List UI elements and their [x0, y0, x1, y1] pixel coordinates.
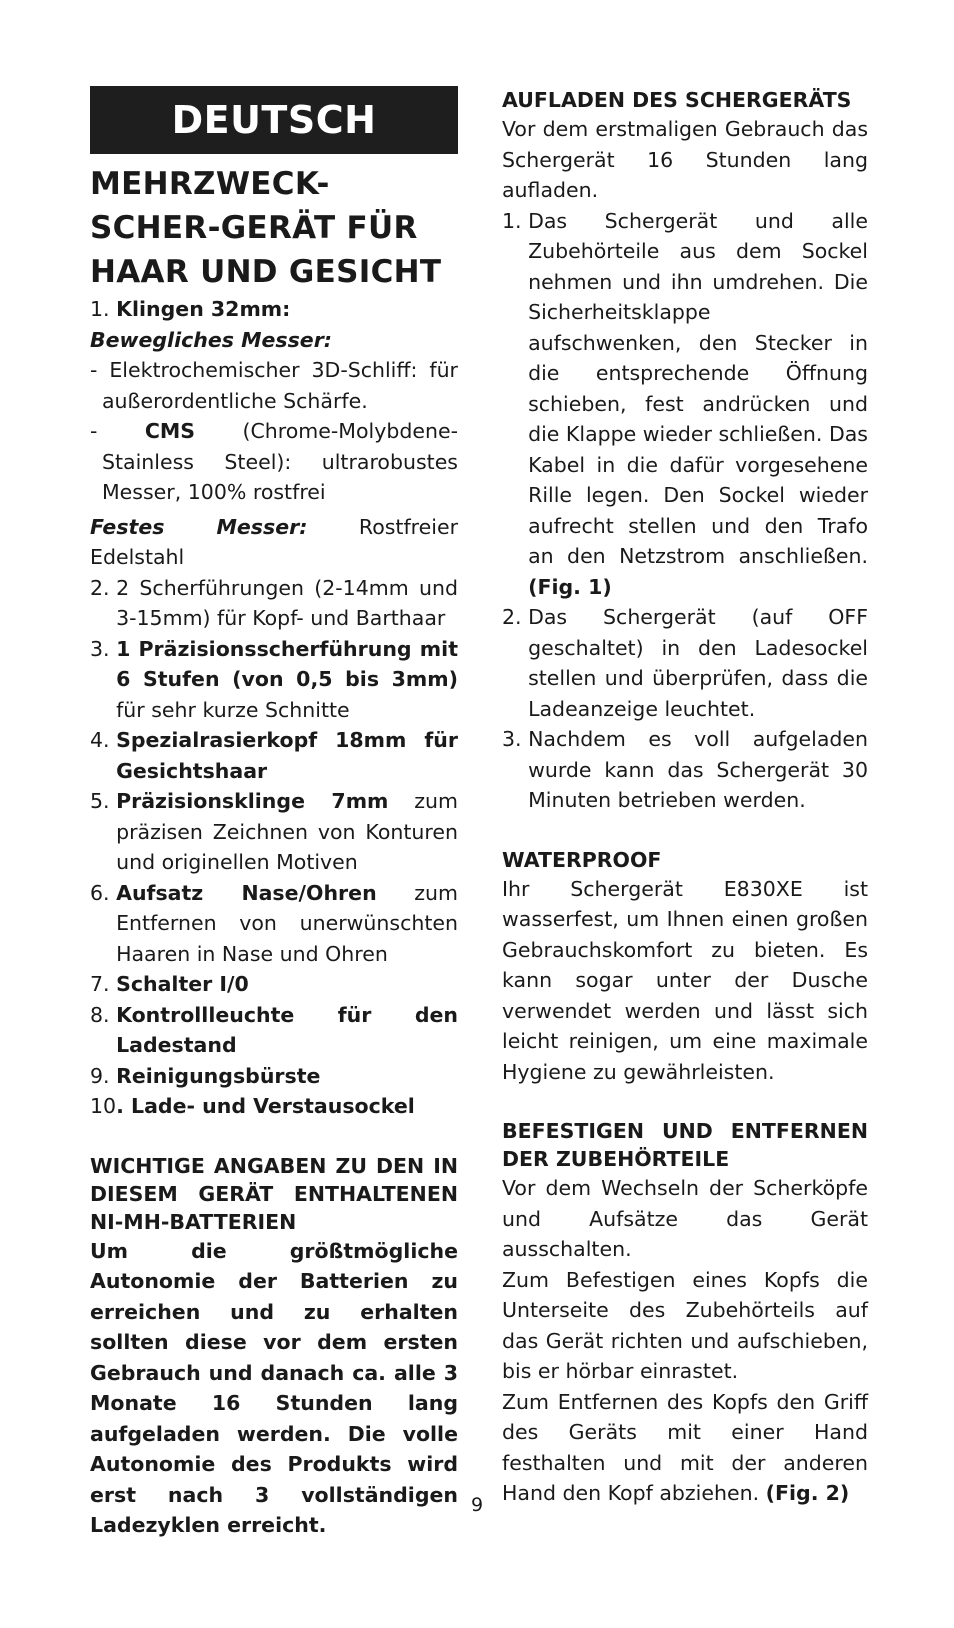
moving-blade-heading: Bewegliches Messer: — [90, 327, 333, 352]
fixed-blade-paragraph — [90, 512, 458, 573]
cms-label: CMS — [144, 419, 196, 443]
language-banner: DEUTSCH — [90, 86, 458, 154]
list-item — [90, 969, 458, 1000]
charging-heading: AUFLADEN DES SCHERGERÄTS — [502, 88, 852, 112]
step-text: Das Schergerät (auf OFF geschaltet) in den Ladesockel stellen und überprüfen, dass die Ladeanzeige leuchtet. — [528, 605, 868, 721]
item-text: 2 Scherführungen (2-14mm und 3-15mm) für Kopf- und Barthaar — [116, 575, 458, 630]
list-item — [90, 1061, 458, 1092]
attachments-heading: BEFESTIGEN UND ENTFERNEN DER ZUBEHÖRTEILE — [502, 1119, 868, 1171]
attachments-paragraph-2: Zum Befestigen eines Kopfs die Unterseite des Zubehörteils auf das Gerät richten und aufschieben, bis er hörbar einrastet. — [502, 1267, 868, 1383]
page-number: 9 — [470, 1494, 484, 1516]
left-column — [90, 86, 458, 1541]
item-text: Kontrollleuchte für den Ladestand — [116, 1002, 458, 1057]
item-number: 10 — [90, 1094, 117, 1118]
item-rest-text: zum präzisen Zeichnen von Konturen und originellen Motiven — [116, 789, 458, 874]
item-text: Reinigungsbürste — [116, 1063, 321, 1088]
item-bold-text: Präzisionsklinge 7mm — [116, 789, 389, 813]
fixed-blade-heading: Festes Messer: — [90, 514, 308, 539]
list-item — [90, 573, 458, 634]
item-number: 4. — [90, 728, 117, 752]
item-rest-text: für sehr kurze Schnitte — [116, 697, 350, 722]
list-item — [502, 602, 868, 724]
item-number: 8. — [90, 1002, 117, 1027]
cms-detail — [90, 416, 458, 508]
product-title: MEHRZWECK-SCHER-GERÄT FÜR HAAR UND GESICHT — [90, 166, 442, 290]
battery-heading: WICHTIGE ANGABEN ZU DEN IN DIESEM GERÄT ENTHALTENEN NI-MH-BATTERIEN — [90, 1153, 458, 1234]
step-number: 2. — [502, 605, 529, 629]
item-number: 6. — [90, 880, 117, 905]
step-body: Das Schergerät und alle Zubehörteile aus dem Sockel nehmen und ihn umdrehen. Die Sicherheitsklappe aufschwenken, den Stecker in die entsprechende Öffnung schieben, fest andrücken und die Klappe wieder schließen. Das Kabel in die dafür vorgesehene Rille legen. Den Sockel wieder aufrecht stellen und den Trafo an den Netzstrom anschließen. — [528, 208, 868, 568]
list-item — [90, 294, 458, 325]
item-number: 5. — [90, 789, 117, 813]
battery-body: Um die größtmögliche Autonomie der Batterien zu erreichen und zu erhalten sollten diese vor dem ersten Gebrauch und danach ca. alle 3 Monate 16 Stunden lang aufgeladen werden. Die volle Autonomie des Produkts wird erst nach 3 vollständigen Ladezyklen erreicht. — [90, 1238, 458, 1537]
attachments-paragraph-1: Vor dem Wechseln der Scherköpfe und Aufsätze das Gerät ausschalten. — [502, 1176, 868, 1261]
cms-text: (Chrome-Molybdene-Stainless Steel): ultrarobustes Messer, 100% rostfrei — [102, 419, 458, 504]
paragraph-body: Zum Entfernen des Kopfs den Griff des Geräts mit einer Hand festhalten und mit der anderen Hand den Kopf abziehen. — [502, 1389, 868, 1505]
figure-reference: (Fig. 2) — [765, 1481, 850, 1505]
item-number: 2. — [90, 575, 117, 600]
charging-intro: Vor dem erstmaligen Gebrauch das Schergerät 16 Stunden lang aufladen. — [502, 117, 868, 202]
attachments-paragraph-3 — [502, 1387, 868, 1509]
item-text: . Lade- und Verstausockel — [116, 1094, 415, 1118]
step-number: 1. — [502, 208, 529, 233]
components-list — [90, 294, 458, 1122]
bullet: - — [90, 419, 145, 443]
spacer — [90, 1122, 458, 1152]
list-item — [90, 786, 458, 878]
spacer — [502, 816, 868, 846]
item-text — [116, 634, 458, 726]
right-column — [502, 86, 868, 1509]
step-text: Nachdem es voll aufgeladen wurde kann das Schergerät 30 Minuten betrieben werden. — [528, 727, 868, 812]
item-text: Klingen 32mm: — [116, 297, 291, 321]
step-number: 3. — [502, 727, 529, 751]
fixed-blade-text: Rostfreier Edelstahl — [90, 514, 458, 569]
list-item — [90, 634, 458, 726]
item-bold-text: 1 Präzisionsscherführung mit 6 Stufen (von 0,5 bis 3mm) — [116, 636, 458, 691]
moving-blade-detail: - Elektrochemischer 3D-Schliff: für außerordentliche Schärfe. — [90, 358, 458, 413]
item-number: 1. — [90, 297, 117, 321]
item-number: 3. — [90, 636, 117, 661]
item-text: Spezialrasierkopf 18mm für Gesichtshaar — [116, 728, 458, 783]
step-text — [528, 206, 868, 603]
list-item — [502, 724, 868, 816]
list-item — [90, 1091, 458, 1122]
figure-reference: (Fig. 1) — [528, 574, 612, 599]
item-text — [116, 786, 458, 878]
item-text — [116, 878, 458, 970]
list-item — [90, 1000, 458, 1061]
item-text: Schalter I/0 — [116, 972, 249, 996]
item-number: 7. — [90, 972, 117, 996]
list-item — [90, 878, 458, 970]
spacer — [502, 1087, 868, 1117]
item-bold-text: Aufsatz Nase/Ohren — [116, 880, 377, 905]
item-rest-text: zum Entfernen von unerwünschten Haaren in Nase und Ohren — [116, 880, 458, 966]
list-item — [90, 725, 458, 786]
waterproof-heading: WATERPROOF — [502, 847, 662, 872]
item-number: 9. — [90, 1063, 117, 1088]
list-item — [502, 206, 868, 603]
waterproof-body: Ihr Schergerät E830XE ist wasserfest, um Ihnen einen großen Gebrauchskomfort zu bieten. Es kann sogar unter der Dusche verwendet werden und lässt sich leicht reinigen, um eine maximale Hygiene zu gewährleisten. — [502, 876, 868, 1084]
